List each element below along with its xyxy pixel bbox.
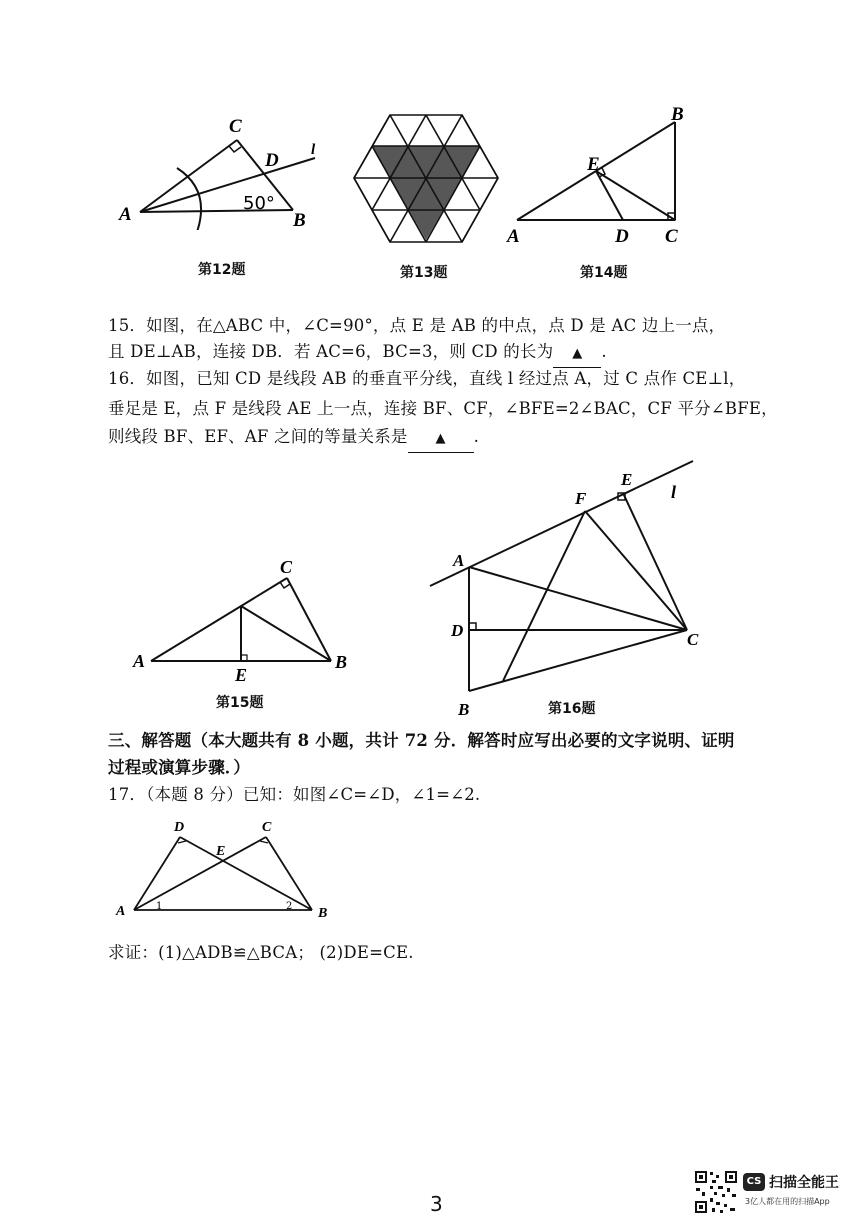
- q15-end: .: [601, 342, 607, 361]
- q16-line-3-text: 则线段 BF、EF、AF 之间的等量关系是: [108, 427, 408, 446]
- fig12-label-l: l: [311, 142, 316, 158]
- fig12-label-A: A: [119, 204, 132, 225]
- q16-end: .: [473, 427, 480, 446]
- fig14-label-C: C: [665, 226, 678, 247]
- section-3-heading-line-1: 三、解答题（本大题共有 8 小题，共计 72 分．解答时应写出必要的文字说明、证明: [108, 731, 735, 750]
- fig12-right-angle: [229, 146, 241, 152]
- fig17-label-D: D: [174, 820, 185, 835]
- q16-line-2: 垂足是 E，点 F 是线段 AE 上一点，连接 BF、CF，∠BFE=2∠BAC，CF 平分∠BFE，: [108, 399, 778, 418]
- fig16-segment-BC: [469, 630, 687, 691]
- watermark-logo-badge: CS: [743, 1173, 765, 1191]
- fig12-label-C: C: [229, 116, 242, 137]
- fig15-label-B: B: [335, 652, 348, 672]
- qr-code-icon: [694, 1170, 738, 1214]
- fig14-label-E: E: [587, 154, 600, 175]
- fig12-label-B: B: [293, 210, 306, 230]
- fig13-shaded-triangle: [372, 146, 480, 240]
- fig16-segment-EC: [623, 493, 687, 630]
- fig12-label-D: D: [265, 150, 279, 171]
- section-3-heading-line-2: 过程或演算步骤．）: [108, 758, 251, 777]
- figure-14: [505, 100, 705, 250]
- fig15-caption: 第15题: [216, 695, 264, 711]
- fig17-segment-AD: [134, 837, 180, 910]
- fig17-label-C: C: [262, 820, 272, 835]
- q15-line-1: 15．如图，在△ABC 中，∠C=90°，点 E 是 AB 的中点，点 D 是 AC 边上一点，: [108, 316, 726, 335]
- fig16-label-A: A: [453, 551, 465, 570]
- fig17-label-A: A: [116, 904, 126, 919]
- fig16-label-F: F: [575, 489, 587, 508]
- fig14-segment-EC: [596, 171, 675, 220]
- fig17-label-E: E: [216, 844, 226, 859]
- fig12-caption: 第12题: [198, 262, 246, 278]
- q16-line-3: [108, 424, 479, 453]
- fig13-caption: 第13题: [400, 265, 448, 281]
- q16-answer-blank: ▲: [408, 426, 474, 453]
- fig16-segment-AC: [469, 567, 687, 630]
- figure-15: [125, 555, 365, 685]
- fig16-label-B: B: [458, 700, 470, 719]
- q15-answer-blank: ▲: [553, 341, 601, 368]
- fig15-label-E: E: [235, 665, 248, 685]
- fig16-label-E: E: [621, 470, 633, 489]
- fig17-tick-D: [178, 841, 186, 843]
- page-number: 3: [430, 1192, 443, 1216]
- q17-prove: 求证：(1)△ADB≌△BCA； (2)DE=CE.: [108, 943, 414, 962]
- fig14-caption: 第14题: [580, 265, 628, 281]
- fig14-label-A: A: [507, 226, 520, 247]
- fig17-angle-1: 1: [156, 901, 163, 912]
- fig16-label-C: C: [687, 630, 699, 649]
- fig16-segment-FC: [585, 511, 687, 630]
- q16-line-1: 16．如图，已知 CD 是线段 AB 的垂直平分线，直线 l 经过点 A，过 C 点作 CE⊥l，: [108, 369, 746, 388]
- fig15-label-A: A: [133, 651, 146, 671]
- figure-17: [110, 815, 340, 925]
- fig15-label-C: C: [280, 557, 293, 577]
- fig17-angle-2: 2: [286, 901, 293, 912]
- fig16-right-angle-D: [469, 623, 476, 630]
- fig17-label-B: B: [318, 906, 328, 921]
- fig14-label-B: B: [671, 104, 684, 125]
- q15-line-2: [108, 339, 607, 368]
- q15-line-2-text: 且 DE⊥AB，连接 DB．若 AC=6，BC=3，则 CD 的长为: [108, 342, 554, 361]
- fig17-segment-CB: [266, 837, 312, 910]
- watermark-app-name: 扫描全能王: [769, 1175, 839, 1191]
- q17-header: 17．（本题 8 分）已知：如图∠C=∠D，∠1=∠2.: [108, 785, 481, 804]
- fig16-label-l: l: [671, 482, 677, 502]
- figure-12: [115, 110, 330, 230]
- fig15-segment-AC: [151, 578, 287, 661]
- fig16-caption: 第16题: [548, 701, 596, 717]
- figure-16: [425, 455, 705, 720]
- fig14-label-D: D: [615, 226, 629, 247]
- fig17-tick-C: [260, 841, 268, 843]
- fig12-angle-label: 50°: [243, 193, 275, 214]
- figure-13: [350, 112, 510, 252]
- watermark-tagline: 3亿人都在用的扫描App: [745, 1197, 830, 1206]
- fig16-label-D: D: [451, 621, 464, 640]
